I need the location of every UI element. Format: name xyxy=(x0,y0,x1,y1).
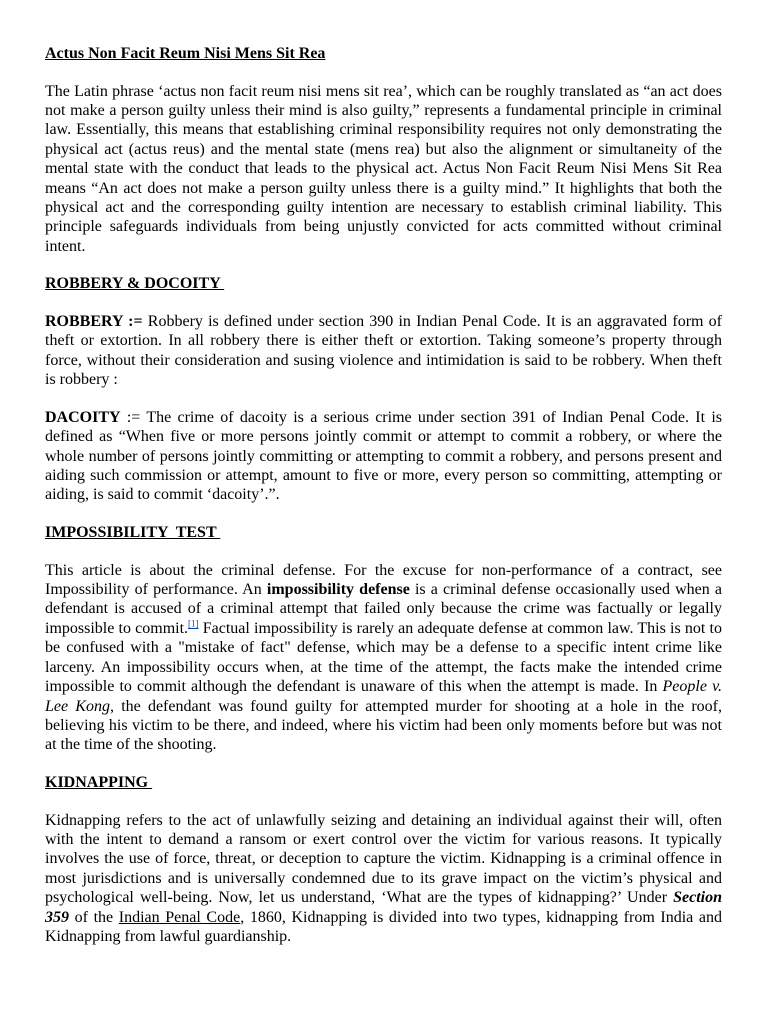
robbery-label: ROBBERY := xyxy=(45,313,143,331)
impossibility-text-2: is a criminal defense occasionally used when a defendant is accused of a criminal attempt that failed only because the crime was factually or legally impossible to commit. xyxy=(45,581,723,637)
dacoity-text: := The crime of dacoity is a serious crime under section 391 of Indian Penal Code. It is defined as “When five or more persons jointly commit or attempt to commit a robbery, or where the whole number of persons jointly committing or attempting to commit a robbery, and persons present and aiding such commission or attempt, amount to five or more, every person so committing, attempting or aiding, is said to commit ‘dacoity’.”. xyxy=(45,408,722,504)
paragraph-kidnapping xyxy=(45,811,722,947)
heading-impossibility-test: IMPOSSIBILITY TEST xyxy=(45,524,221,542)
paragraph-impossibility xyxy=(45,561,722,755)
spacer xyxy=(45,792,722,810)
spacer xyxy=(45,390,722,408)
spacer xyxy=(45,505,722,523)
spacer xyxy=(45,63,722,81)
impossibility-text-3: Factual impossibility is rarely an adequate defense at common law. This is not to be confused with a "mistake of fact" defense, which may be a defense to a specific intent crime like larceny. An impossibility occurs when, at the time of the attempt, the facts make the intended crime impossible to commit although the defendant is unaware of this when the attempt is made. In xyxy=(45,619,722,696)
case-name: People v. Lee Kong xyxy=(45,678,722,715)
paragraph-robbery xyxy=(45,312,722,390)
dacoity-label: DACOITY xyxy=(45,408,121,426)
paragraph-actus-non-facit: The Latin phrase ‘actus non facit reum nisi mens sit rea’, which can be roughly translated as “an act does not make a person guilty unless their mind is also guilty,” represents a fundamental principle in criminal law. Essentially, this means that establishing criminal responsibility requires not only demonstrating the physical act (actus reus) and the mental state (mens rea) but also the alignment or simultaneity of the mental state with the conduct that leads to the physical act. Actus Non Facit Reum Nisi Mens Sit Rea means “An act does not make a person guilty unless there is a guilty mind.” It highlights that both the physical act and the corresponding guilty intention are necessary to establish criminal liability. This principle safeguards individuals from being unjustly convicted for acts committed without criminal intent. xyxy=(45,82,722,255)
document-page xyxy=(45,44,722,946)
kidnapping-text-3: , 1860, Kidnapping is divided into two types, kidnapping from India and Kidnapping from lawful guardianship. xyxy=(45,908,723,945)
footnote-reference-link[interactable]: [1] xyxy=(188,618,199,629)
spacer xyxy=(45,294,722,312)
impossibility-text-4: , the defendant was found guilty for attempted murder for shooting at a hole in the roof, believing his victim to be there, and indeed, where his victim had been only moments before but was not at the time of the shooting. xyxy=(45,697,722,754)
heading-actus-non-facit: Actus Non Facit Reum Nisi Mens Sit Rea xyxy=(45,45,326,62)
robbery-text: Robbery is defined under section 390 in Indian Penal Code. It is an aggravated form of theft or extortion. In all robbery there is either theft or extortion. Taking someone’s property through force, without their consideration and susing violence and intimidation is said to be robbery. When theft is robbery : xyxy=(45,313,722,389)
kidnapping-text-2: of the xyxy=(69,908,119,926)
heading-robbery-dacoity: ROBBERY & DOCOITY xyxy=(45,275,225,293)
impossibility-text-1: This article is about the criminal defense. For the excuse for non-performance of a contract, see Impossibility of performance. An xyxy=(45,561,722,599)
spacer xyxy=(45,256,722,274)
indian-penal-code-link[interactable]: Indian Penal Code xyxy=(118,908,241,926)
section-359: Section 359 xyxy=(45,889,722,926)
impossibility-defense-term: impossibility defense xyxy=(266,581,410,599)
heading-kidnapping: KIDNAPPING xyxy=(45,773,153,791)
kidnapping-text-1: Kidnapping refers to the act of unlawfully seizing and detaining an individual against their will, often with the intent to demand a ransom or exert control over the victim for various reasons. It typically involves the use of force, threat, or deception to capture the victim. Kidnapping is a criminal offence in most jurisdictions and is universally condemned due to its grave impact on the victim’s physical and psychological well-being. Now, let us understand, ‘What are the types of kidnapping?’ Under xyxy=(45,811,722,907)
spacer xyxy=(45,755,722,773)
paragraph-dacoity xyxy=(45,408,722,505)
spacer xyxy=(45,542,722,560)
